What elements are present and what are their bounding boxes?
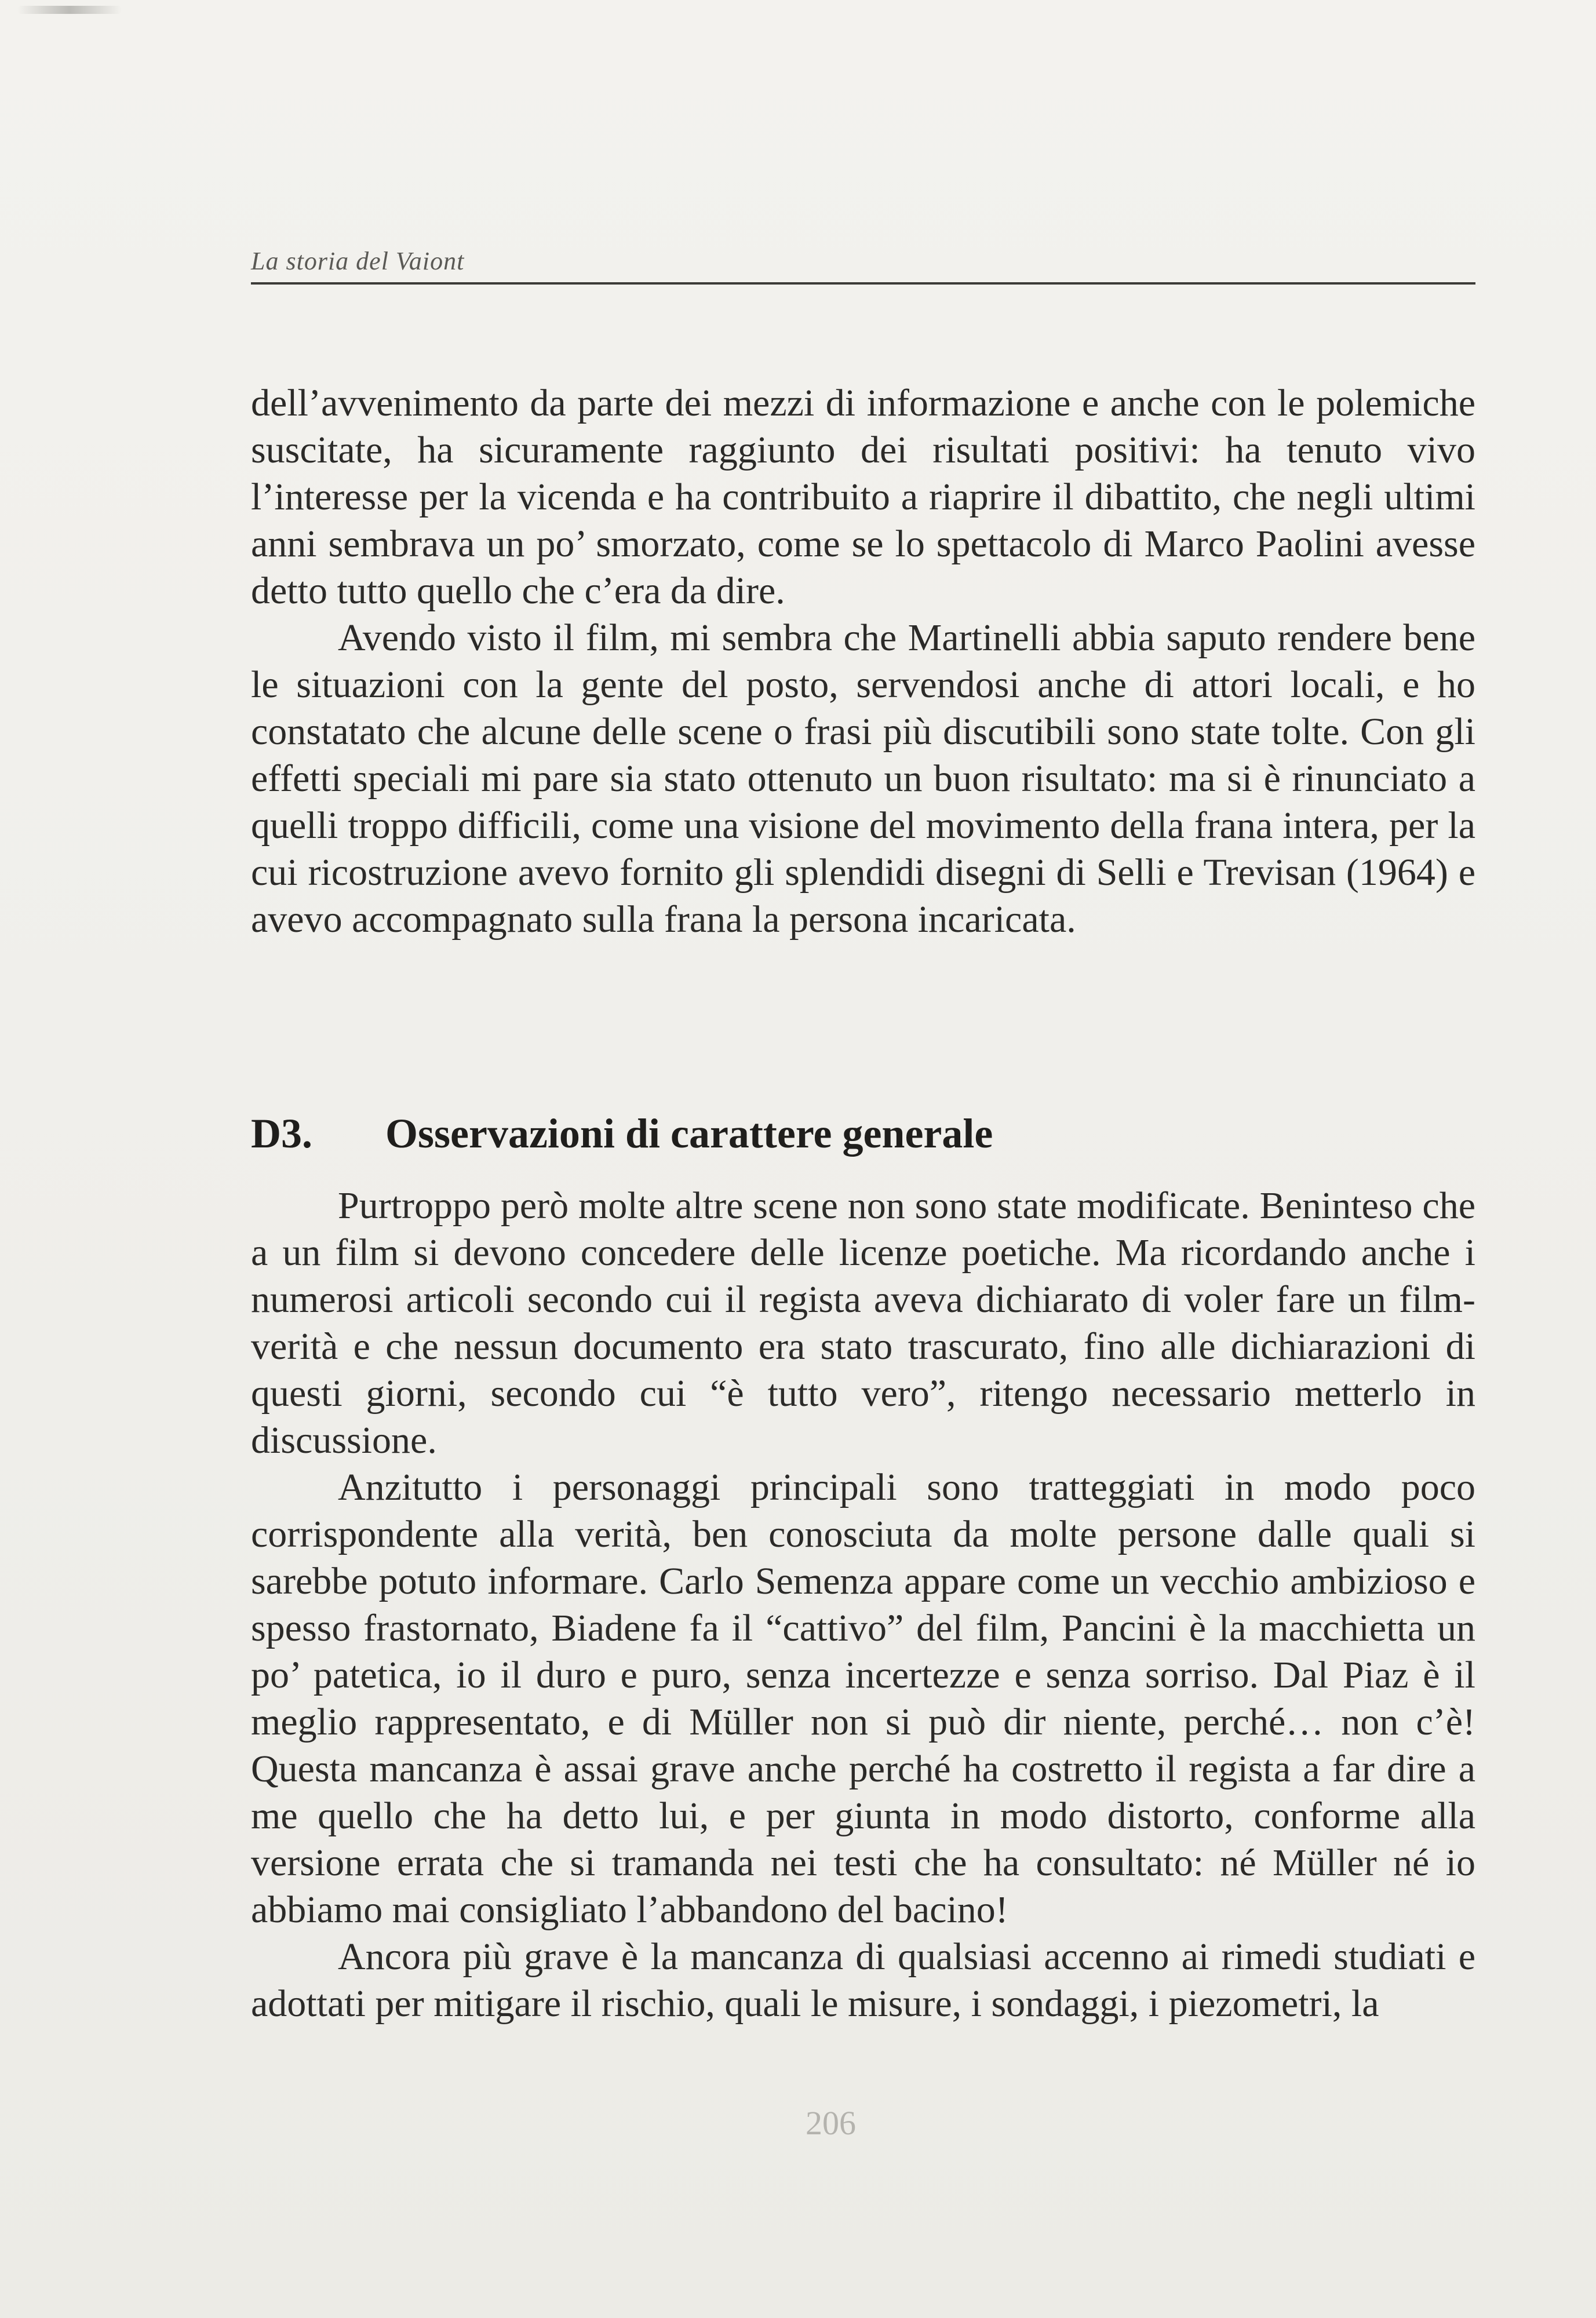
paragraph: Anzitutto i personaggi principali sono tratteggiati in modo poco corrispondente alla verità, ben conosciuta da molte persone dalle quali si sarebbe potuto informare. Carlo Semenza appare come un vecchio ambizioso e spesso frastornato, Biadene fa il “cattivo” del film, Pancini è la macchietta un po’ patetica, io il duro e puro, senza incertezze e senza sorriso. Dal Piaz è il meglio rappresentato, e di Müller non si può dir niente, perché… non c’è! Questa mancanza è assai grave anche perché ha costretto il regista a far dire a me quello che ha detto lui, e per giunta in modo distorto, conforme alla versione errata che si tramanda nei testi che ha consultato: né Müller né io abbiamo mai consigliato l’abbandono del bacino!: [251, 1466, 1475, 1931]
text-block-bottom: [251, 1182, 1475, 2027]
paragraph: Ancora più grave è la mancanza di qualsiasi accenno ai rimedi studiati e adottati per mitigare il rischio, quali le misure, i sondaggi, i piezometri, la: [251, 1936, 1475, 2025]
section-number: D3.: [251, 1110, 312, 1157]
text-block-top: [251, 380, 1475, 943]
paragraph: Avendo visto il film, mi sembra che Martinelli abbia saputo rendere bene le situazioni con la gente del posto, servendosi anche di attori locali, e ho constatato che alcune delle scene o frasi più discutibili sono state tolte. Con gli effetti speciali mi pare sia stato ottenuto un buon risultato: ma si è rinunciato a quelli troppo difficili, come una visione del movimento della frana intera, per la cui ricostruzione avevo fornito gli splendidi disegni di Selli e Trevisan (1964) e avevo accompagnato sulla frana la persona incaricata.: [251, 617, 1475, 941]
section-heading: [251, 1110, 993, 1158]
paragraph: dell’avvenimento da parte dei mezzi di informazione e anche con le polemiche suscitate, ha sicuramente raggiunto dei risultati positivi: ha tenuto vivo l’interesse per la vicenda e ha contribuito a riaprire il dibattito, che negli ultimi anni sembrava un po’ smorzato, come se lo spettacolo di Marco Paolini avesse detto tutto quello che c’era da dire.: [251, 382, 1475, 612]
paragraph: Purtroppo però molte altre scene non sono state modificate. Beninteso che a un film si devono concedere delle licenze poetiche. Ma ricordando anche i numerosi articoli secondo cui il regista aveva dichiarato di voler fare un film-verità e che nessun documento era stato trascurato, fino alle dichiarazioni di questi giorni, secondo cui “è tutto vero”, ritengo necessario metterlo in discussione.: [251, 1184, 1475, 1461]
section-title: Osservazioni di carattere generale: [385, 1110, 993, 1157]
page-number: 206: [806, 2104, 856, 2142]
header-rule: [251, 282, 1475, 285]
scan-speck: [17, 6, 122, 14]
running-head: La storia del Vaiont: [251, 247, 465, 275]
